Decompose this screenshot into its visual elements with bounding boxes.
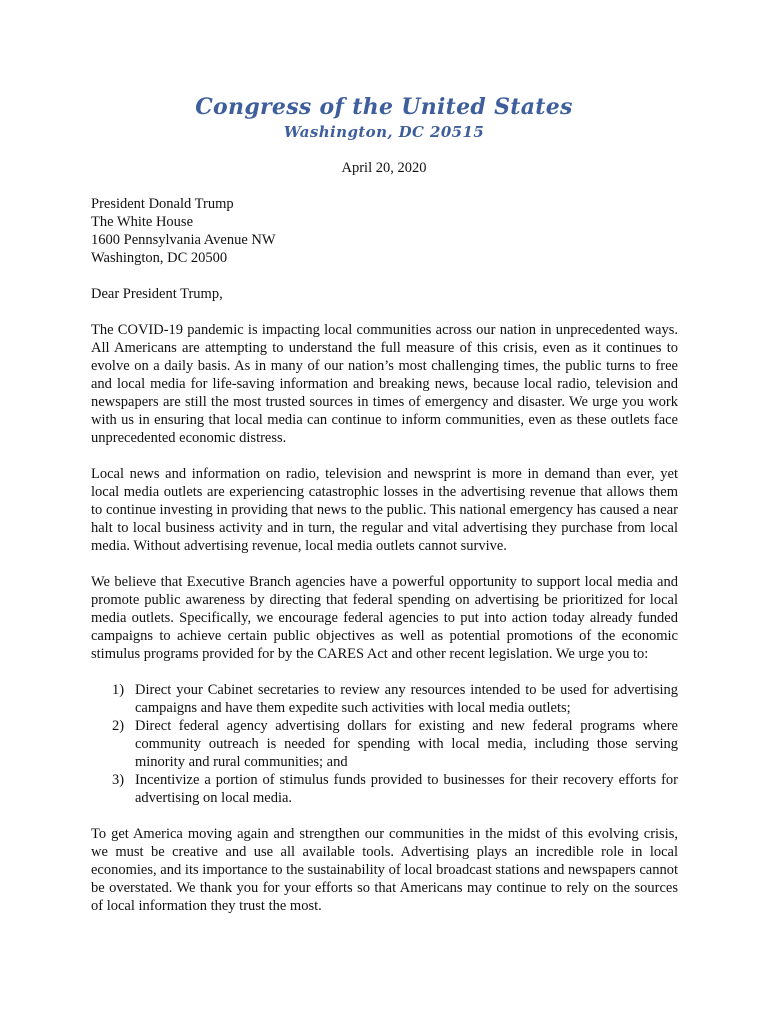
list-item-number: 2)	[112, 718, 125, 734]
request-list	[91, 681, 678, 807]
letterhead-title: Congress of the United States	[195, 94, 573, 120]
recipient-name: President Donald Trump	[91, 196, 234, 212]
list-item	[91, 771, 678, 807]
list-item	[91, 681, 678, 717]
salutation: Dear President Trump,	[91, 286, 223, 302]
paragraph-1: The COVID-19 pandemic is impacting local communities across our nation in unprecedented ways. All Americans are attempting to understand the full measure of this crisis, even as it continues to evolve on a daily basis. As in many of our nation’s most challenging times, the public turns to free and local media for life-saving information and breaking news, because local radio, television and newspapers are still the most trusted sources in times of emergency and disaster. We urge you work with us in ensuring that local media can continue to inform communities, even as these outlets face unprecedented economic distress.	[91, 322, 678, 446]
recipient-street: 1600 Pennsylvania Avenue NW	[91, 232, 276, 248]
recipient-city: Washington, DC 20500	[91, 250, 228, 266]
list-item-text: Direct your Cabinet secretaries to review any resources intended to be used for advertising campaigns and have them expedite such activities with local media outlets;	[135, 682, 678, 716]
list-item-text: Direct federal agency advertising dollars for existing and new federal programs where community outreach is needed for spending with local media, including those serving minority and rural communities; and	[135, 718, 678, 770]
letter-date: April 20, 2020	[341, 160, 427, 176]
paragraph-2: Local news and information on radio, television and newsprint is more in demand than ever, yet local media outlets are experiencing catastrophic losses in the advertising revenue that allows them to continue investing in providing that news to the public. This national emergency has caused a near halt to local business activity and in turn, the regular and vital advertising they purchase from local media. Without advertising revenue, local media outlets cannot survive.	[91, 466, 678, 554]
letterhead	[0, 92, 768, 142]
paragraph-3: We believe that Executive Branch agencies have a powerful opportunity to support local media and promote public awareness by directing that federal spending on advertising be prioritized for local media outlets. Specifically, we encourage federal agencies to put into action today already funded campaigns to achieve certain public objectives as well as potential promotions of the economic stimulus programs provided for by the CARES Act and other recent legislation. We urge you to:	[91, 574, 678, 662]
list-item-text: Incentivize a portion of stimulus funds provided to businesses for their recovery efforts for advertising on local media.	[135, 772, 678, 806]
list-item-number: 1)	[112, 682, 125, 698]
list-item	[91, 717, 678, 771]
recipient-org: The White House	[91, 214, 194, 230]
closing-paragraph: To get America moving again and strengthen our communities in the midst of this evolving crisis, we must be creative and use all available tools. Advertising plays an incredible role in local economies, and its importance to the sustainability of local broadcast stations and newspapers cannot be overstated. We thank you for your efforts so that Americans may continue to rely on the sources of local information they trust the most.	[91, 826, 678, 914]
letter-body	[91, 195, 678, 915]
letterhead-subtitle: Washington, DC 20515	[283, 123, 485, 141]
list-item-number: 3)	[112, 772, 125, 788]
recipient-address	[91, 195, 678, 267]
